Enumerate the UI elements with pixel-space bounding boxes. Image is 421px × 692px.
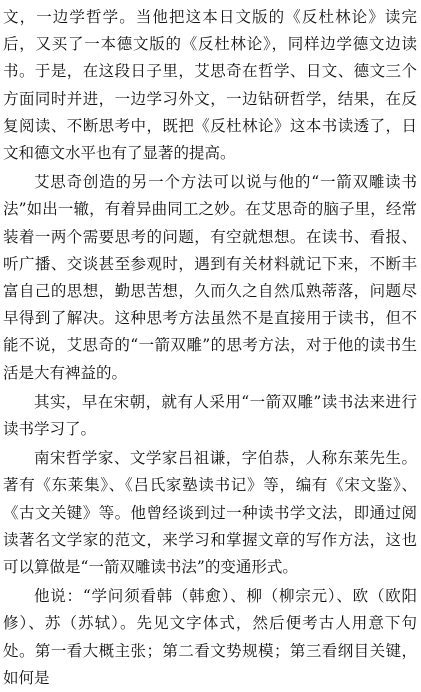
paragraph-2: 艾思奇创造的另一个方法可以说与他的“一箭双雕读书法”如出一辙，有着异曲同工之妙。在艾思奇的脑子里，经常装着一两个需要思考的问题，有空就想想。在读书、看报、听广播、交谈甚至参观时，遇到有关材料就记下来，不断丰富自己的思想，勤思苦想，久而久之自然瓜熟蒂落，问题尽早得到了解决。这种思考方法虽然不是直接用于读书，但不能不说，艾思奇的“一箭双雕”的思考方法，对于他的读书生活是大有裨益的。 [3,173,417,382]
paragraph-3: 其实，早在宋朝，就有人采用“一箭双雕”读书法来进行读书学习了。 [3,392,417,439]
paragraph-1: 文，一边学哲学。当他把这本日文版的《反杜林论》读完后，又买了一本德文版的《反杜林论》，同样边学德文边读书。于是，在这段日子里，艾思奇在哲学、日文、德文三个方面同时并进，一边学习外文，一边钻研哲学，结果，在反复阅读、不断思考中，既把《反杜林论》这本书读透了，日文和德文水平也有了显著的提高。 [3,8,417,163]
paragraph-5: 他说：“学问须看韩（韩愈）、柳（柳宗元）、欧（欧阳修）、苏（苏轼）。先见文字体式，然后便考古人用意下句处。第一看大概主张；第二看文势规模；第三看纲目关键，如何是 [3,587,417,687]
paragraph-4: 南宋哲学家、文学家吕祖谦，字伯恭，人称东莱先生。著有《东莱集》、《吕氏家塾读书记》等，编有《宋文鉴》、《古文关键》等。他曾经谈到过一种读书学文法，即通过阅读著名文学家的范文，来学习和掌握文章的写作方法，这也可以算做是“一箭双雕读书法”的变通形式。 [3,449,417,577]
